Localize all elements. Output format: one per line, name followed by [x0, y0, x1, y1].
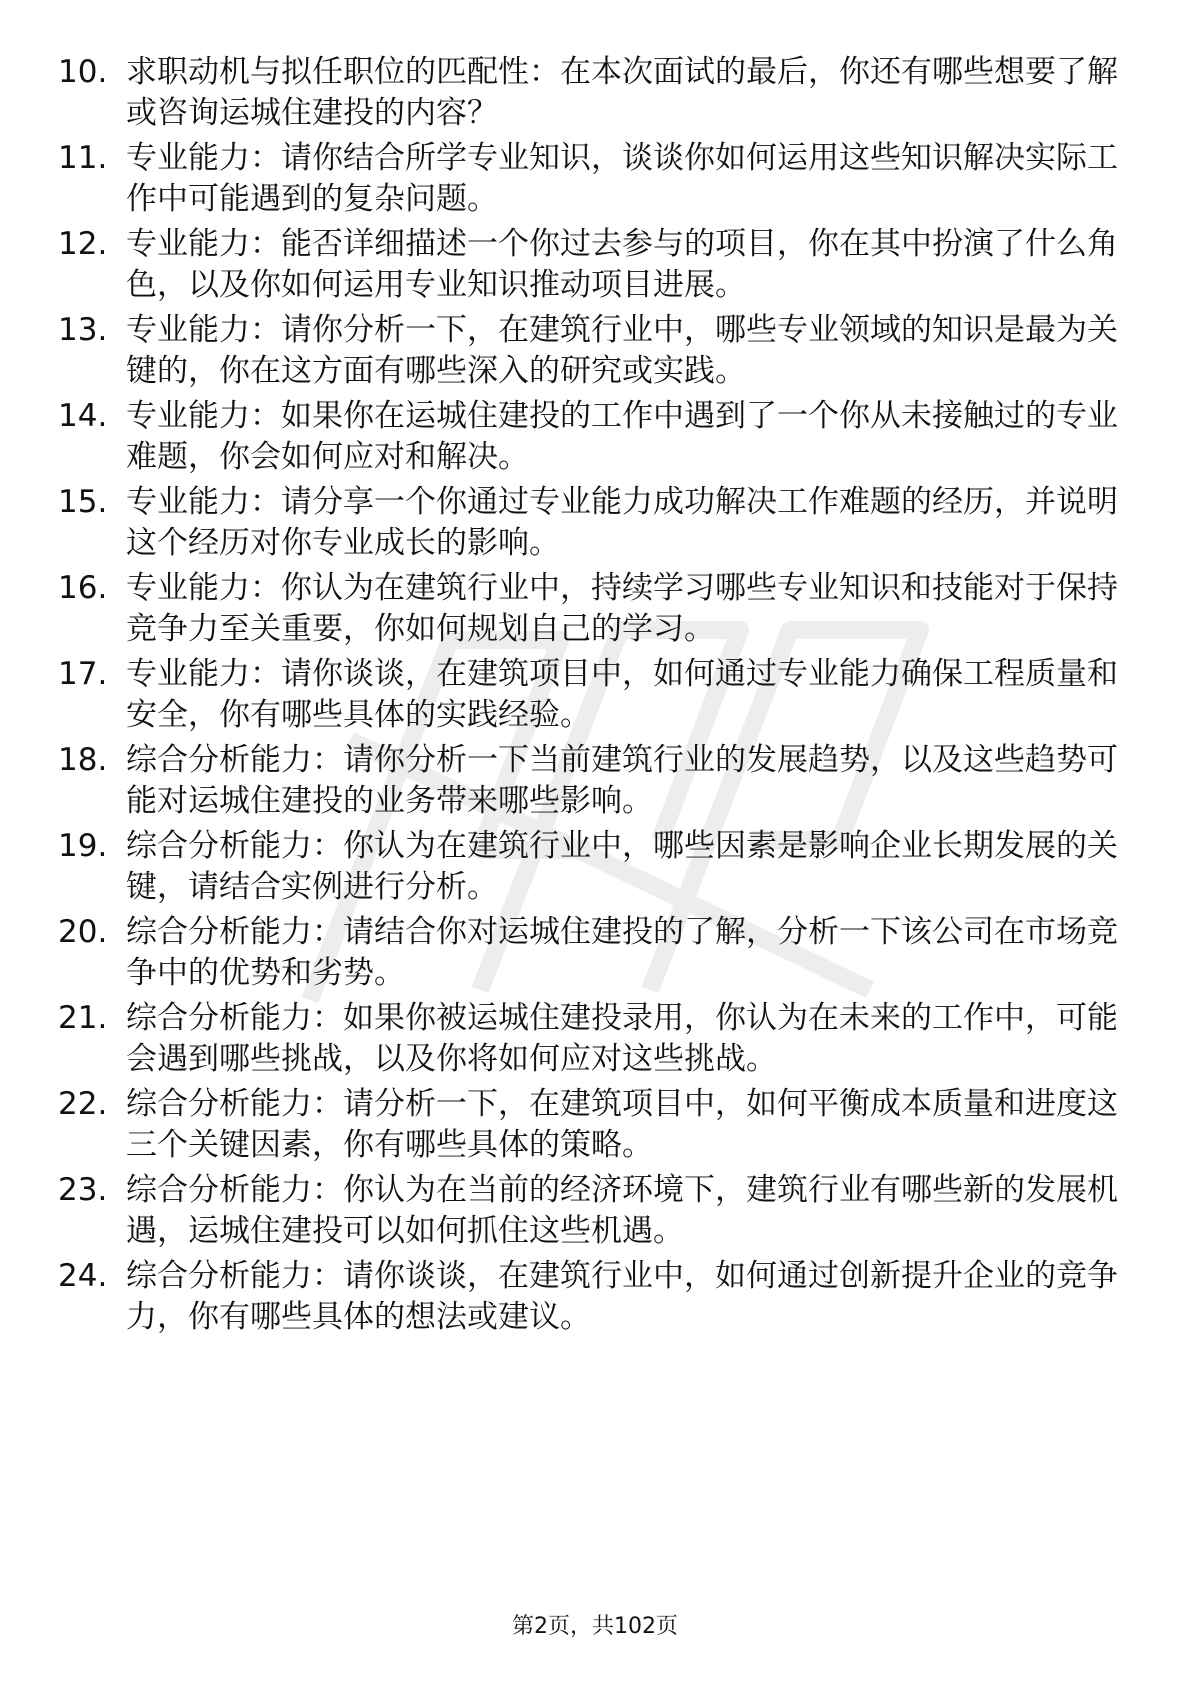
question-text: 综合分析能力：请你谈谈，在建筑行业中，如何通过创新提升企业的竞争力，你有哪些具体的想法或建议。: [126, 1258, 1118, 1335]
question-item: [58, 998, 1138, 1084]
question-text: 综合分析能力：如果你被运城住建投录用，你认为在未来的工作中，可能会遇到哪些挑战，以及你将如何应对这些挑战。: [126, 1000, 1118, 1077]
question-item: [58, 654, 1138, 740]
question-text: 综合分析能力：你认为在当前的经济环境下，建筑行业有哪些新的发展机遇，运城住建投可以如何抓住这些机遇。: [126, 1172, 1118, 1249]
question-text: 专业能力：你认为在建筑行业中，持续学习哪些专业知识和技能对于保持竞争力至关重要，你如何规划自己的学习。: [126, 570, 1118, 647]
question-text: 专业能力：请分享一个你通过专业能力成功解决工作难题的经历，并说明这个经历对你专业成长的影响。: [126, 484, 1118, 561]
question-text: 综合分析能力：你认为在建筑行业中，哪些因素是影响企业长期发展的关键，请结合实例进行分析。: [126, 828, 1118, 905]
question-number: 11.: [58, 140, 108, 176]
question-item: [58, 568, 1138, 654]
question-item: [58, 482, 1138, 568]
question-text: 专业能力：能否详细描述一个你过去参与的项目，你在其中扮演了什么角色，以及你如何运用专业知识推动项目进展。: [126, 226, 1118, 303]
question-item: [58, 740, 1138, 826]
question-item: [58, 138, 1138, 224]
question-number: 14.: [58, 398, 108, 434]
question-number: 22.: [58, 1086, 108, 1122]
question-item: [58, 52, 1138, 138]
question-item: [58, 1256, 1138, 1342]
question-text: 专业能力：请你分析一下，在建筑行业中，哪些专业领域的知识是最为关键的，你在这方面有哪些深入的研究或实践。: [126, 312, 1118, 389]
question-text: 专业能力：请你谈谈，在建筑项目中，如何通过专业能力确保工程质量和安全，你有哪些具体的实践经验。: [126, 656, 1118, 733]
question-number: 23.: [58, 1172, 108, 1208]
question-number: 15.: [58, 484, 108, 520]
question-item: [58, 396, 1138, 482]
question-item: [58, 826, 1138, 912]
question-item: [58, 1170, 1138, 1256]
question-text: 专业能力：请你结合所学专业知识，谈谈你如何运用这些知识解决实际工作中可能遇到的复杂问题。: [126, 140, 1118, 217]
question-number: 19.: [58, 828, 108, 864]
question-number: 18.: [58, 742, 108, 778]
question-text: 求职动机与拟任职位的匹配性：在本次面试的最后，你还有哪些想要了解或咨询运城住建投的内容？: [126, 54, 1118, 131]
question-text: 综合分析能力：请你分析一下当前建筑行业的发展趋势，以及这些趋势可能对运城住建投的业务带来哪些影响。: [126, 742, 1118, 819]
page-footer: [0, 1612, 1190, 1642]
page-number-label: 第2页，共102页: [512, 1614, 678, 1639]
question-number: 13.: [58, 312, 108, 348]
question-number: 20.: [58, 914, 108, 950]
question-item: [58, 224, 1138, 310]
question-number: 21.: [58, 1000, 108, 1036]
question-text: 综合分析能力：请分析一下，在建筑项目中，如何平衡成本质量和进度这三个关键因素，你有哪些具体的策略。: [126, 1086, 1118, 1163]
question-number: 10.: [58, 54, 108, 90]
question-number: 24.: [58, 1258, 108, 1294]
question-item: [58, 1084, 1138, 1170]
question-text: 专业能力：如果你在运城住建投的工作中遇到了一个你从未接触过的专业难题，你会如何应对和解决。: [126, 398, 1118, 475]
question-item: [58, 912, 1138, 998]
question-list: [58, 52, 1138, 1342]
question-text: 综合分析能力：请结合你对运城住建投的了解，分析一下该公司在市场竞争中的优势和劣势。: [126, 914, 1118, 991]
question-number: 16.: [58, 570, 108, 606]
question-number: 17.: [58, 656, 108, 692]
question-item: [58, 310, 1138, 396]
question-number: 12.: [58, 226, 108, 262]
